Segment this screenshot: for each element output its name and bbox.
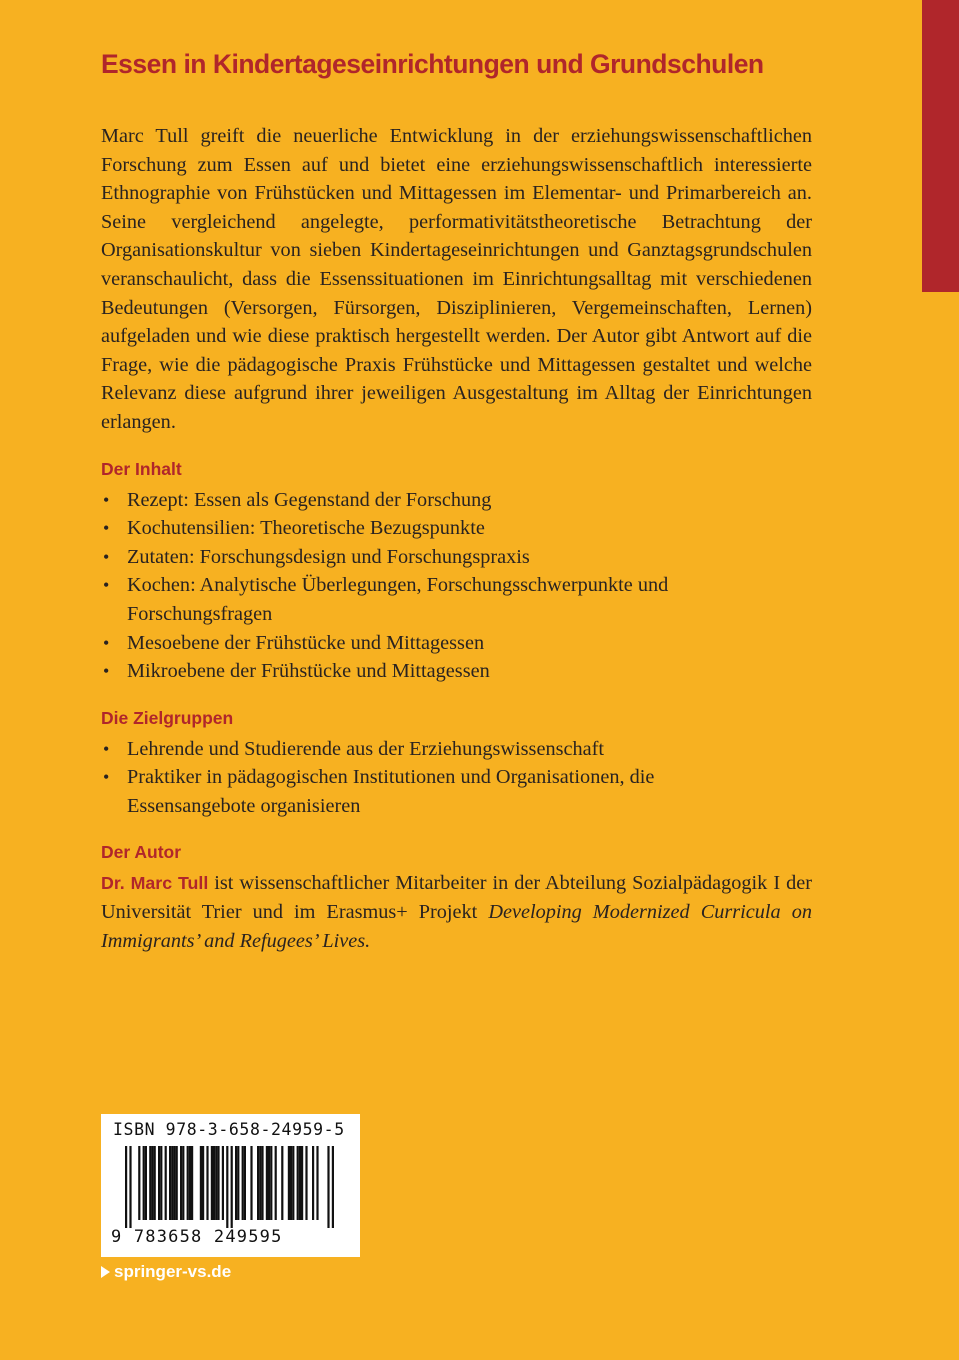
list-item: • Zutaten: Forschungsdesign und Forschungspraxis	[101, 543, 812, 572]
arrow-right-icon	[101, 1266, 110, 1278]
barcode-bar	[226, 1146, 228, 1228]
barcode-bar	[288, 1146, 290, 1220]
contents-section	[101, 457, 812, 686]
barcode-bar	[275, 1146, 277, 1220]
author-section	[101, 840, 812, 955]
barcode-bar	[191, 1146, 193, 1220]
book-title: Essen in Kindertageseinrichtungen und Grundschulen	[101, 49, 764, 79]
barcode-bar	[250, 1146, 252, 1220]
barcode-bar	[261, 1146, 263, 1220]
barcode-bar	[281, 1146, 283, 1220]
barcode-bar	[332, 1146, 334, 1228]
publisher-url: springer-vs.de	[114, 1262, 232, 1281]
barcode-bar	[149, 1146, 151, 1220]
barcode-bar	[158, 1146, 160, 1220]
isbn-label: ISBN 978-3-658-24959-5	[113, 1120, 345, 1139]
barcode-bar	[206, 1146, 208, 1220]
contents-list	[101, 486, 812, 686]
list-item: • Mesoebene der Frühstücke und Mittagessen	[101, 629, 812, 658]
barcode-bar	[231, 1146, 233, 1228]
project-title: Developing Modernized Curricula on Immigrants’ and Refugees’ Lives.	[101, 901, 812, 952]
ean-digits: 9 783658 249595	[111, 1227, 283, 1247]
barcode-bar	[292, 1146, 294, 1220]
barcode-bar	[290, 1146, 292, 1220]
barcode-bar	[169, 1146, 171, 1220]
barcode-bar	[171, 1146, 173, 1220]
barcode-bar	[125, 1146, 127, 1228]
barcode-bar	[244, 1146, 246, 1220]
barcode-bar	[213, 1146, 215, 1220]
barcode-bar	[182, 1146, 184, 1220]
list-item: • Rezept: Essen als Gegenstand der Forschung	[101, 486, 812, 515]
barcode-bar	[257, 1146, 259, 1220]
barcode-bar	[259, 1146, 261, 1220]
publisher-link[interactable]	[101, 1262, 231, 1282]
bullet-icon: •	[103, 575, 110, 596]
barcode-bar	[301, 1146, 303, 1220]
bullet-icon: •	[103, 518, 110, 539]
back-cover-content	[101, 46, 812, 955]
barcode-bar	[237, 1146, 239, 1220]
barcode-bar	[297, 1146, 299, 1220]
barcode-bar	[145, 1146, 147, 1220]
target-groups-list	[101, 735, 812, 821]
bullet-icon: •	[103, 489, 110, 510]
book-description: Marc Tull greift die neuerliche Entwicklung in der erziehungswissenschaftlichen Forschung zum Essen auf und bietet eine erziehungswissenschaftlich interessierte Ethnographie von Frühstücken und Mittagessen im Elementar- und Primarbereich an. Seine vergleichend angelegte, performativitätstheoretische Betrachtung der Organisationskultur von sieben Kindertageseinrichtungen und Ganztagsgrundschulen veranschaulicht, dass die Essenssituationen im Einrichtungsalltag mit verschiedenen Bedeutungen (Versorgen, Fürsorgen, Disziplinieren, Vergemeinschaften, Lernen) aufgeladen und wie diese praktisch hergestellt werden. Der Autor gibt Antwort auf die Frage, wie die pädagogische Praxis Frühstücke und Mittagessen gestaltet und welche Relevanz diese aufgrund ihrer jeweiligen Ausgestaltung im Alltag der Einrichtungen erlangen.	[101, 125, 812, 433]
target-groups-heading: Die Zielgruppen	[101, 707, 234, 728]
author-name: Dr. Marc Tull	[101, 873, 209, 894]
bullet-icon: •	[103, 546, 110, 567]
bullet-icon: •	[103, 661, 110, 682]
target-groups-section	[101, 706, 812, 821]
spine-accent-bar	[922, 0, 959, 292]
barcode-bar	[217, 1146, 219, 1220]
barcode-bar	[138, 1146, 140, 1220]
barcode-bar	[266, 1146, 268, 1220]
list-item: • Praktiker in pädagogischen Institutionen und Organisationen, die Essensangebote organisieren	[101, 763, 812, 820]
list-item: • Kochen: Analytische Überlegungen, Forschungsschwerpunkte und Forschungsfragen	[101, 571, 812, 628]
barcode-bar	[187, 1146, 189, 1220]
list-item: • Lehrende und Studierende aus der Erziehungswissenschaft	[101, 735, 812, 764]
barcode-bar	[200, 1146, 202, 1220]
barcode-bar	[180, 1146, 182, 1220]
bullet-icon: •	[103, 767, 110, 788]
author-bio-text: ist wissenschaftlicher Mitarbeiter in der Abteilung Sozialpädagogik I der Universität Trier und im Erasmus+ Projekt	[101, 872, 812, 924]
barcode-bar	[151, 1146, 153, 1220]
barcode-bar	[129, 1146, 131, 1228]
barcode-bar	[215, 1146, 217, 1220]
barcode-bar	[316, 1146, 318, 1220]
barcode-bar	[305, 1146, 307, 1220]
author-bio	[101, 869, 812, 955]
barcode-bar	[211, 1146, 213, 1220]
barcode-bar	[143, 1146, 145, 1220]
barcode-bar	[268, 1146, 270, 1220]
barcode-bar	[312, 1146, 314, 1220]
barcode-bar	[235, 1146, 237, 1220]
author-heading: Der Autor	[101, 842, 182, 863]
barcode-bar	[160, 1146, 162, 1220]
barcode-bar	[173, 1146, 175, 1220]
barcode-bar	[242, 1146, 244, 1220]
barcode-icon	[113, 1146, 347, 1228]
isbn-barcode	[101, 1114, 360, 1257]
barcode-bar	[154, 1146, 156, 1220]
barcode-bar	[222, 1146, 224, 1220]
barcode-bar	[202, 1146, 204, 1220]
barcode-bar	[270, 1146, 272, 1220]
barcode-bar	[165, 1146, 167, 1220]
list-item: • Mikroebene der Frühstücke und Mittagessen	[101, 657, 812, 686]
bullet-icon: •	[103, 738, 110, 759]
barcode-bar	[176, 1146, 178, 1220]
contents-heading: Der Inhalt	[101, 458, 182, 479]
barcode-bar	[327, 1146, 329, 1228]
barcode-bar	[189, 1146, 191, 1220]
barcode-bar	[299, 1146, 301, 1220]
list-item: • Kochutensilien: Theoretische Bezugspunkte	[101, 514, 812, 543]
bullet-icon: •	[103, 632, 110, 653]
